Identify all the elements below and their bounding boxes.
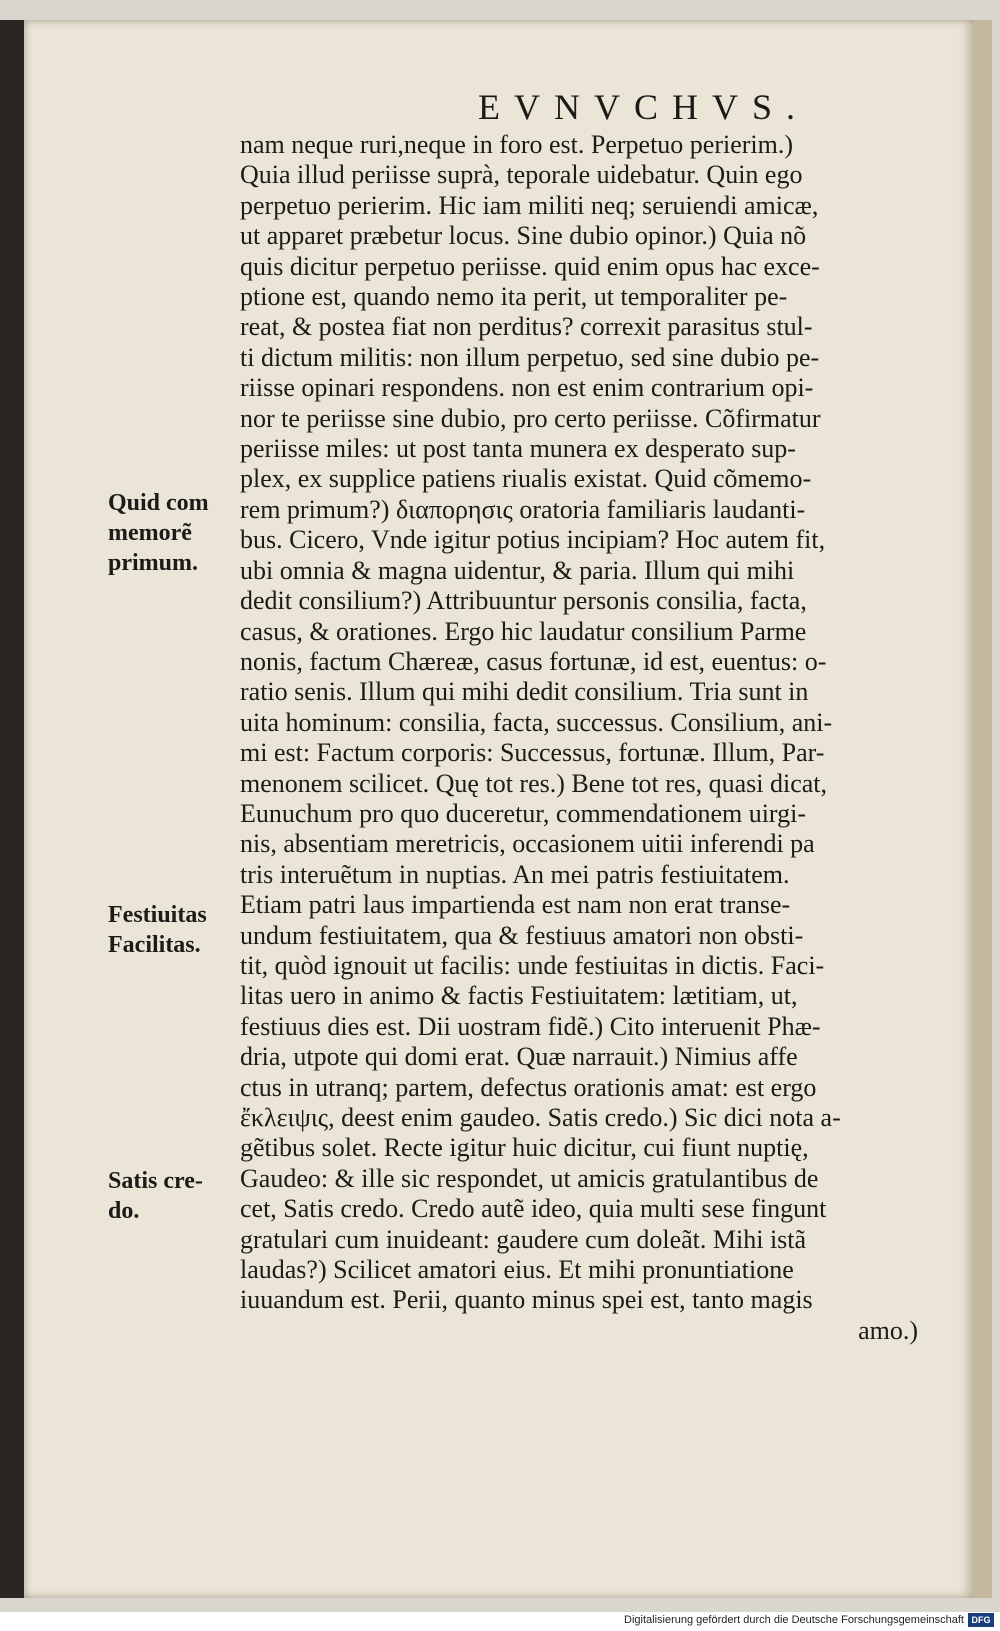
text-line: amo.) [858,1315,918,1345]
text-line: Eunuchum pro quo duceretur, commendationem uirgi- [240,798,806,828]
text-line: ti dictum militis: non illum perpetuo, sed sine dubio pe- [240,342,820,372]
text-line: tris interuẽtum in nuptias. An mei patris festiuitatem. [240,859,790,889]
text-line: Gaudeo: & ille sic respondet, ut amicis gratulantibus de [240,1163,819,1193]
text-line: ctus in utranq; partem, defectus orationis amat: est ergo [240,1072,817,1102]
text-line: ubi omnia & magna uidentur, & paria. Illum qui mihi [240,555,795,585]
text-line: nor te periisse sine dubio, pro certo periisse. Cõfirmatur [240,403,821,433]
text-line: menonem scilicet. Quę tot res.) Bene tot res, quasi dicat, [240,768,827,798]
text-line: casus, & orationes. Ergo hic laudatur consilium Parme [240,616,807,646]
footer-credit: Digitalisierung gefördert durch die Deutsche Forschungsgemeinschaft [624,1614,964,1626]
dfg-logo: DFG [968,1613,994,1627]
text-line: Quia illud periisse suprà, teporale uidebatur. Quin ego [240,160,803,190]
text-line: litas uero in animo & factis Festiuitatem: lætitiam, ut, [240,981,798,1011]
text-line: perpetuo perierim. Hic iam militi neq; seruiendi amicæ, [240,190,819,220]
body-text [240,130,940,1346]
text-line: rem primum?) διαπορησις oratoria familiaris laudanti- [240,494,806,524]
text-line: periisse miles: ut post tanta munera ex desperato sup- [240,434,796,464]
book-edge [0,20,24,1598]
text-line: ἔκλειψις, deest enim gaudeo. Satis credo.) Sic dici nota a- [240,1103,841,1132]
margin-note-quid-commemorem: Quid com memorẽ primum. [108,490,209,576]
text-line: nis, absentiam meretricis, occasionem uitii inferendi pa [240,829,815,859]
text-line: dria, utpote qui domi erat. Quæ narrauit.) Nimius affe [240,1042,798,1072]
text-line: festiuus dies est. Dii uostram fidẽ.) Cito interuenit Phæ- [240,1011,821,1041]
text-line: quis dicitur perpetuo periisse. quid enim opus hac exce- [240,251,820,281]
text-line: undum festiuitatem, qua & festiuus amatori non obsti- [240,920,804,950]
text-line: ptione est, quando nemo ita perit, ut temporaliter pe- [240,282,788,312]
text-line: riisse opinari respondens. non est enim contrarium opi- [240,373,814,403]
text-line: plex, ex supplice patiens riualis existat. Quid cõmemo- [240,464,812,494]
running-head: EVNVCHVS. [478,87,810,127]
text-line: laudas?) Scilicet amatori eius. Et mihi pronuntiatione [240,1255,794,1285]
text-line: ratio senis. Illum qui mihi dedit consilium. Tria sunt in [240,677,809,707]
text-line: cet, Satis credo. Credo autẽ ideo, quia multi sese fingunt [240,1194,827,1224]
text-line: nonis, factum Chæreæ, casus fortunæ, id est, euentus: o- [240,646,827,676]
text-line: gratulari cum inuideant: gaudere cum doleãt. Mihi istã [240,1224,807,1254]
text-line: reat, & postea fiat non perditus? correxit parasitus stul- [240,312,813,342]
text-line: bus. Cicero, Vnde igitur potius incipiam? Hoc autem fit, [240,525,826,555]
margin-note-satis-credo: Satis cre- do. [108,1168,203,1224]
text-line: dedit consilium?) Attribuuntur personis consilia, facta, [240,586,807,616]
text-line: gẽtibus solet. Recte igitur huic dicitur, cui fiunt nuptię, [240,1133,809,1163]
text-line: ut apparet præbetur locus. Sine dubio opinor.) Quia nõ [240,221,807,251]
margin-note-festiuitas: Festiuitas Facilitas. [108,902,207,958]
text-line: nam neque ruri,neque in foro est. Perpetuo perierim.) [240,130,794,159]
text-line: tit, quòd ignouit ut facilis: unde festiuitas in dictis. Faci- [240,950,825,980]
text-line: iuuandum est. Perii, quanto minus spei est, tanto magis [240,1285,813,1315]
text-line: Etiam patri laus impartienda est nam non erat transe- [240,890,791,920]
text-line: uita hominum: consilia, facta, successus. Consilium, ani- [240,707,833,737]
text-line: mi est: Factum corporis: Successus, fortunæ. Illum, Par- [240,738,825,768]
